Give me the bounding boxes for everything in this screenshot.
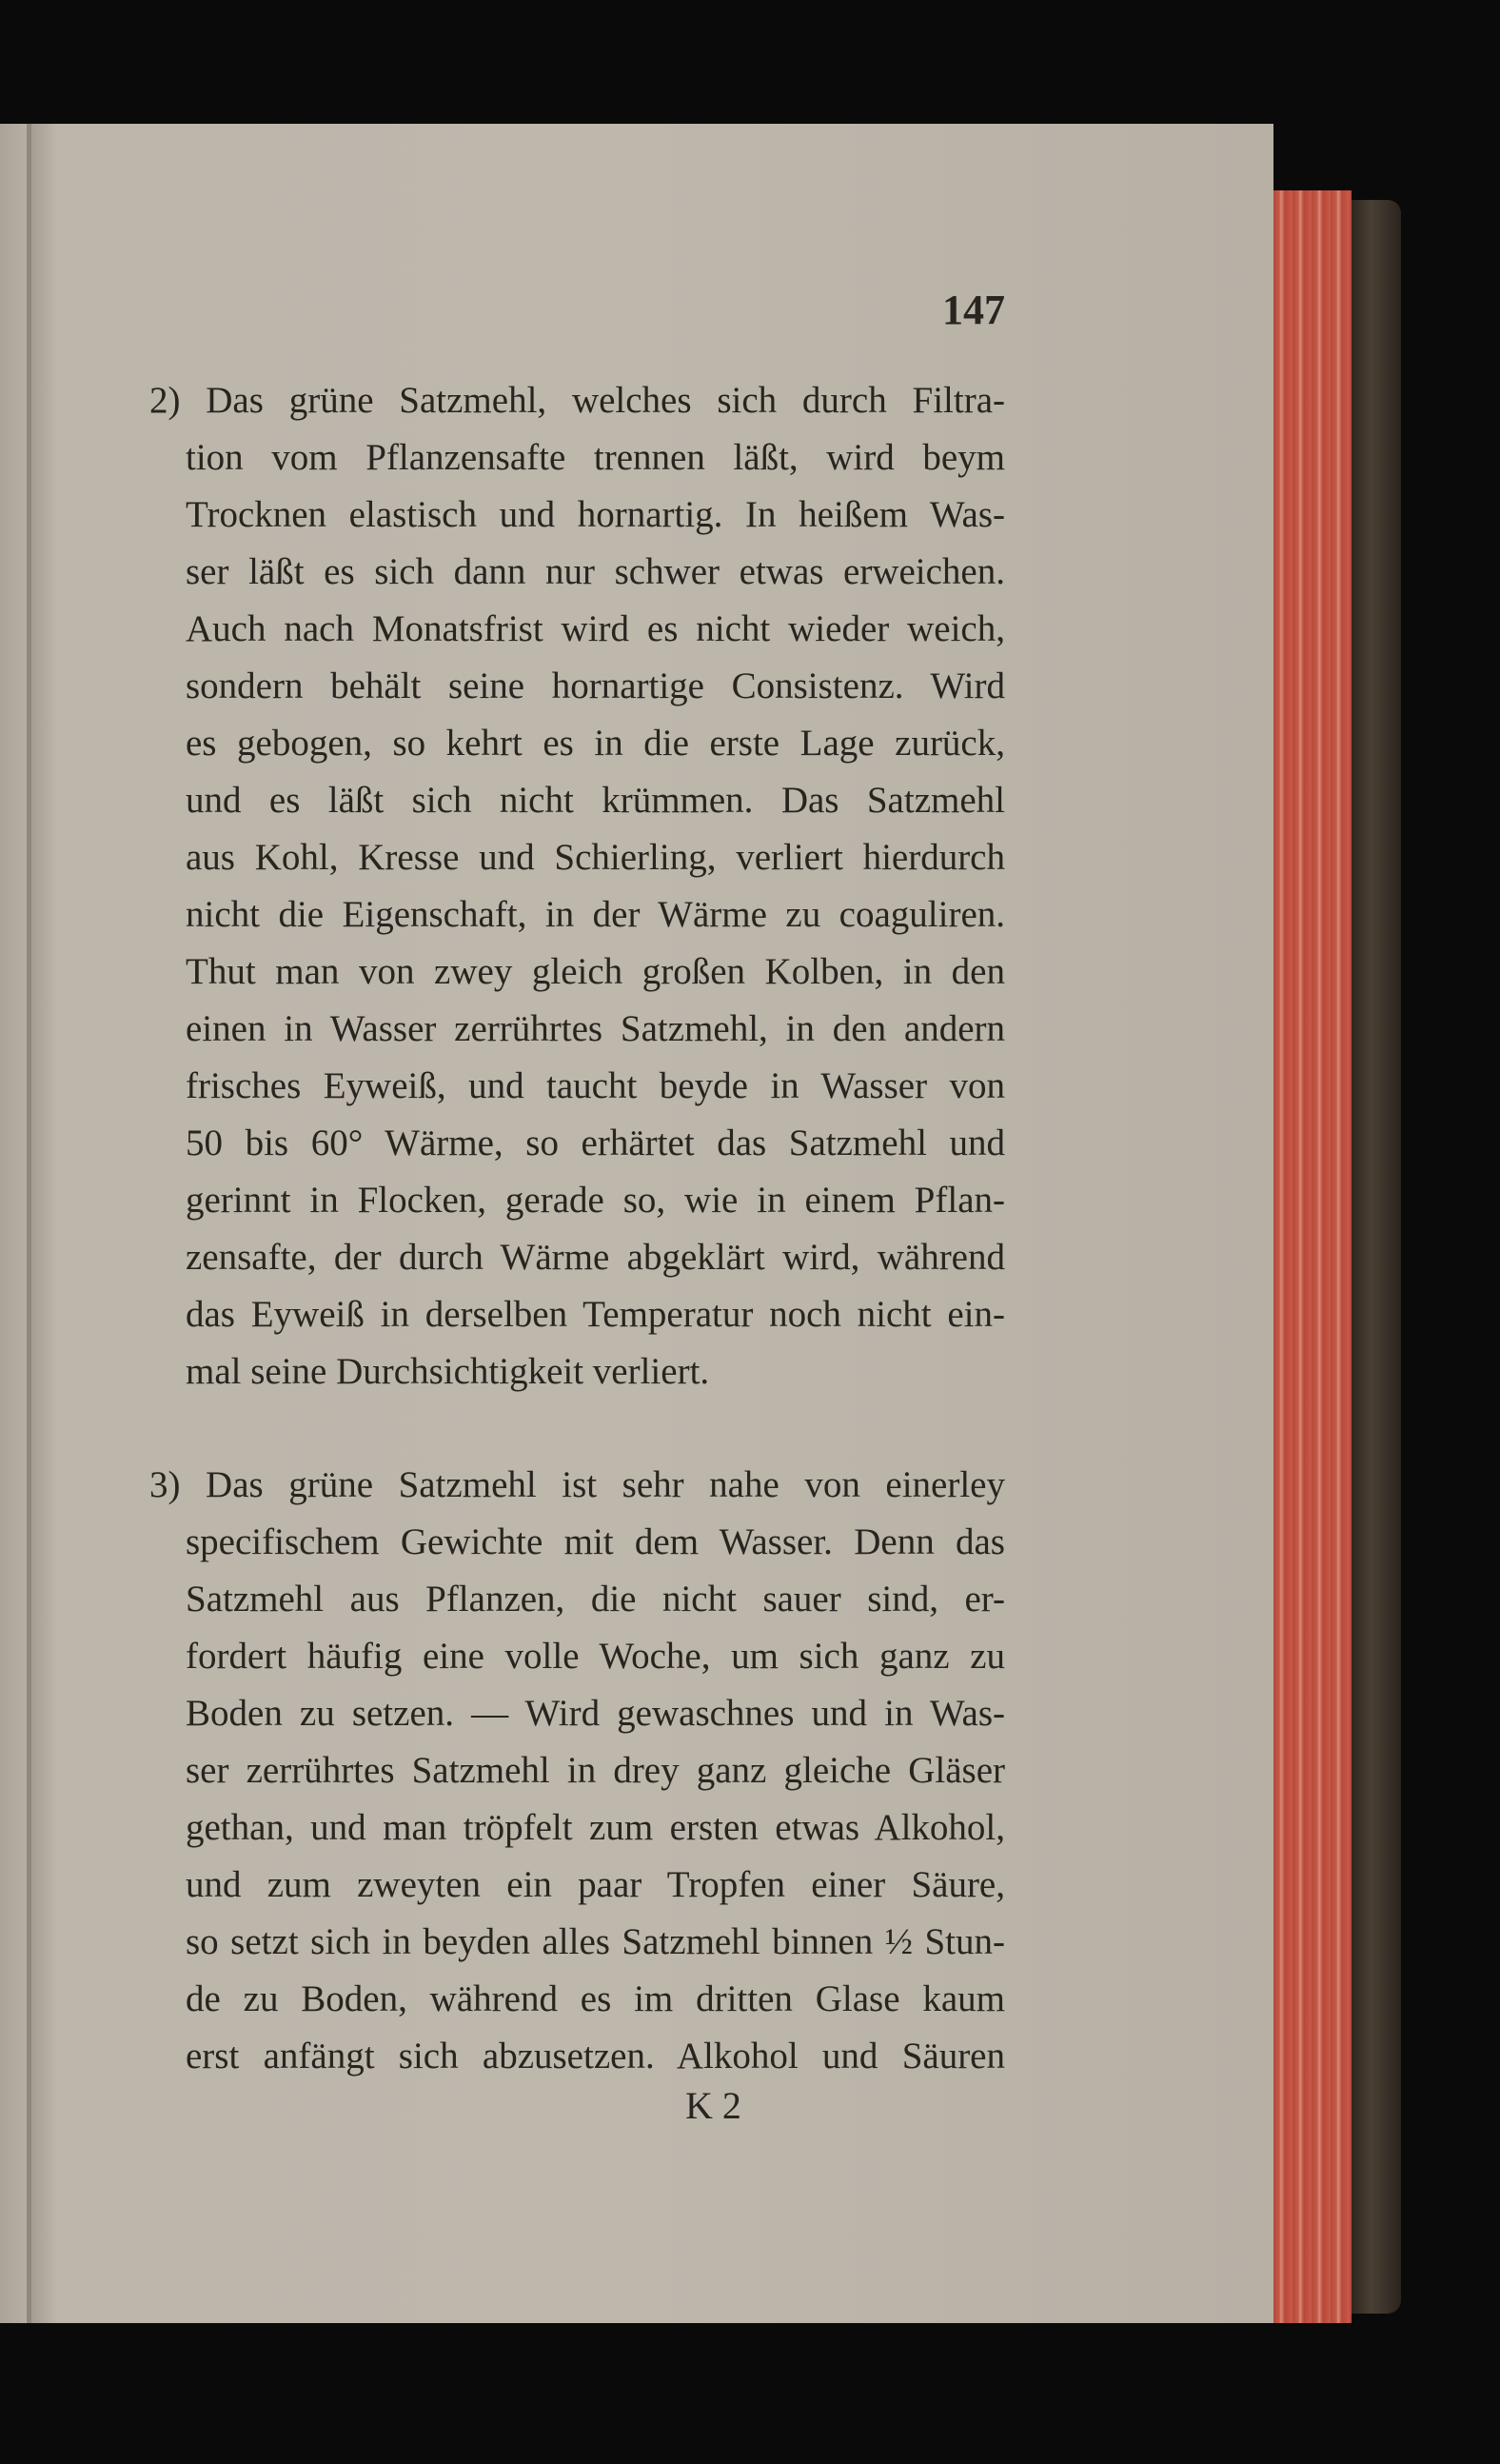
text-line: 50 bis 60° Wärme, so erhärtet das Satzmehl und [186, 1123, 1005, 1163]
text-line: einen in Wasser zerrührtes Satzmehl, in den andern [186, 1008, 1005, 1049]
text-line: Auch nach Monatsfrist wird es nicht wieder weich, [186, 608, 1005, 649]
text-line: so setzt sich in beyden alles Satzmehl binnen ½ Stun- [186, 1921, 1005, 1962]
page-number: 147 [942, 287, 1005, 333]
text-line: erst anfängt sich abzusetzen. Alkohol und Säuren [186, 2036, 1005, 2077]
text-line: Satzmehl aus Pflanzen, die nicht sauer sind, er- [186, 1579, 1005, 1619]
text-line: und zum zweyten ein paar Tropfen einer Säure, [186, 1864, 1005, 1905]
text-line: specifischem Gewichte mit dem Wasser. Denn das [186, 1521, 1005, 1562]
text-line: mal seine Durchsichtigkeit verliert. [186, 1351, 710, 1392]
text-line: es gebogen, so kehrt es in die erste Lage zurück, [186, 723, 1005, 764]
paragraph-3 [149, 1457, 1005, 2085]
text-line: zensafte, der durch Wärme abgeklärt wird, während [186, 1237, 1005, 1278]
text-line: frisches Eyweiß, und taucht beyde in Wasser von [186, 1065, 1005, 1106]
text-line: ser zerrührtes Satzmehl in drey ganz gleiche Gläser [186, 1750, 1005, 1791]
text-line: gethan, und man tröpfelt zum ersten etwas Alkohol, [186, 1807, 1005, 1848]
signature-mark: K 2 [685, 2084, 741, 2127]
text-line: 2) Das grüne Satzmehl, welches sich durch Filtra- [149, 380, 1005, 421]
text-line: das Eyweiß in derselben Temperatur noch nicht ein- [186, 1294, 1005, 1335]
text-line: tion vom Pflanzensafte trennen läßt, wird beym [186, 437, 1005, 478]
book-binding [1352, 200, 1401, 2314]
text-line: sondern behält seine hornartige Consistenz. Wird [186, 666, 1005, 706]
text-line: ser läßt es sich dann nur schwer etwas erweichen. [186, 551, 1005, 592]
text-line: und es läßt sich nicht krümmen. Das Satzmehl [186, 780, 1005, 821]
text-line: 3) Das grüne Satzmehl ist sehr nahe von einerley [149, 1464, 1005, 1505]
text-line: nicht die Eigenschaft, in der Wärme zu coaguliren. [186, 894, 1005, 935]
text-line: fordert häufig eine volle Woche, um sich ganz zu [186, 1636, 1005, 1677]
text-line: aus Kohl, Kresse und Schierling, verliert hierdurch [186, 837, 1005, 878]
red-page-edges [1273, 190, 1352, 2323]
text-line: de zu Boden, während es im dritten Glase kaum [186, 1978, 1005, 2019]
text-line: Trocknen elastisch und hornartig. In heißem Was- [186, 494, 1005, 535]
text-line: gerinnt in Flocken, gerade so, wie in einem Pflan- [186, 1180, 1005, 1221]
paragraph-2 [149, 372, 1005, 1401]
text-line: Boden zu setzen. — Wird gewaschnes und in Was- [186, 1693, 1005, 1734]
gutter-seam [27, 124, 31, 2323]
text-line: Thut man von zwey gleich großen Kolben, in den [186, 951, 1005, 992]
